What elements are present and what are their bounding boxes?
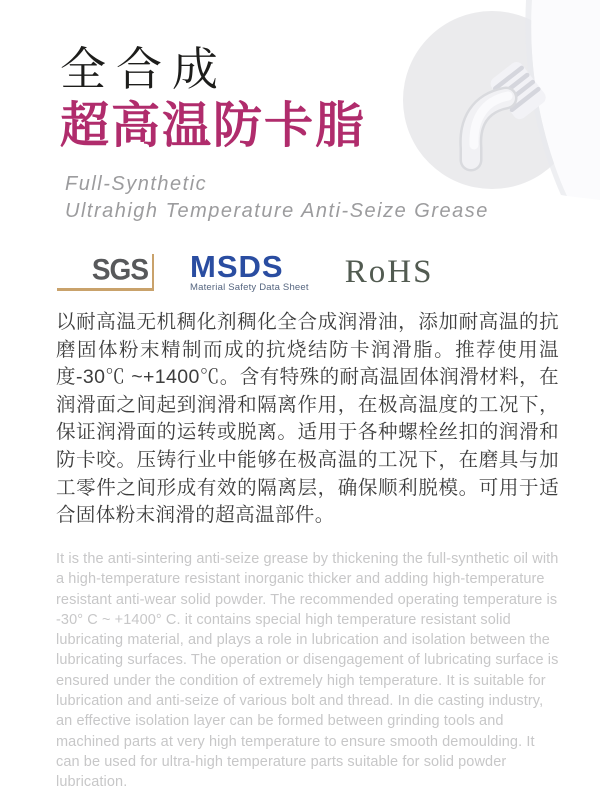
product-title-cn: 全合成 — [60, 43, 228, 95]
subtitle-en — [65, 171, 489, 225]
description-chinese: 以耐高温无机稠化剂稠化全合成润滑油，添加耐高温的抗磨固体粉末精制而成的抗烧结防卡润滑脂。推荐使用温度-30℃ ~+1400℃。含有特殊的耐高温固体润滑材料，在润滑面之间起到润滑和隔离作用，在极高温度的工况下，保证润滑面的运转或脱离。适用于各种螺栓丝扣的润滑和防卡咬。压铸行业中能够在极高温的工况下，在磨具与加工零件之间形成有效的隔离层，确保顺利脱模。可用于适合固体粉末润滑的超高温部件。 — [56, 311, 559, 527]
msds-logo-text: MSDS — [190, 249, 284, 284]
msds-logo — [190, 249, 309, 294]
rohs-logo: RoHS — [344, 254, 434, 290]
certification-logos — [57, 249, 434, 294]
sgs-logo — [57, 252, 154, 291]
title-block — [60, 42, 366, 154]
msds-logo-subtext: Material Safety Data Sheet — [190, 282, 309, 293]
sgs-frame-line — [152, 254, 155, 288]
subtitle-line-2: Ultrahigh Temperature Anti-Seize Grease — [65, 200, 489, 222]
product-title-accent: 超高温防卡脂 — [60, 99, 367, 153]
subtitle-line-1: Full-Synthetic — [65, 173, 208, 195]
sgs-logo-text: SGS — [91, 253, 148, 286]
description-english: It is the anti-sintering anti-seize grease by thickening the full-synthetic oil with a high-temperature resistant inorganic thicker and adding high-temperature resistant anti-wear solid powder. The recommended operating temperature is -30° C ~ +1400° C. it contains special high temperature resistant solid lubricating material, and plays a role in lubrication and isolation between the lubricating surfaces. The operation or disengagement of lubricating surface is ensured under the condition of extremely high temperature. It is suitable for lubrication and anti-seize of various bolt and thread. In die casting industry, an effective isolation layer can be formed between grinding tools and machined parts at very high temperature to ensure smooth demoulding. It can be used for ultra-high temperature parts suitable for solid powder lubrication. — [56, 551, 559, 791]
